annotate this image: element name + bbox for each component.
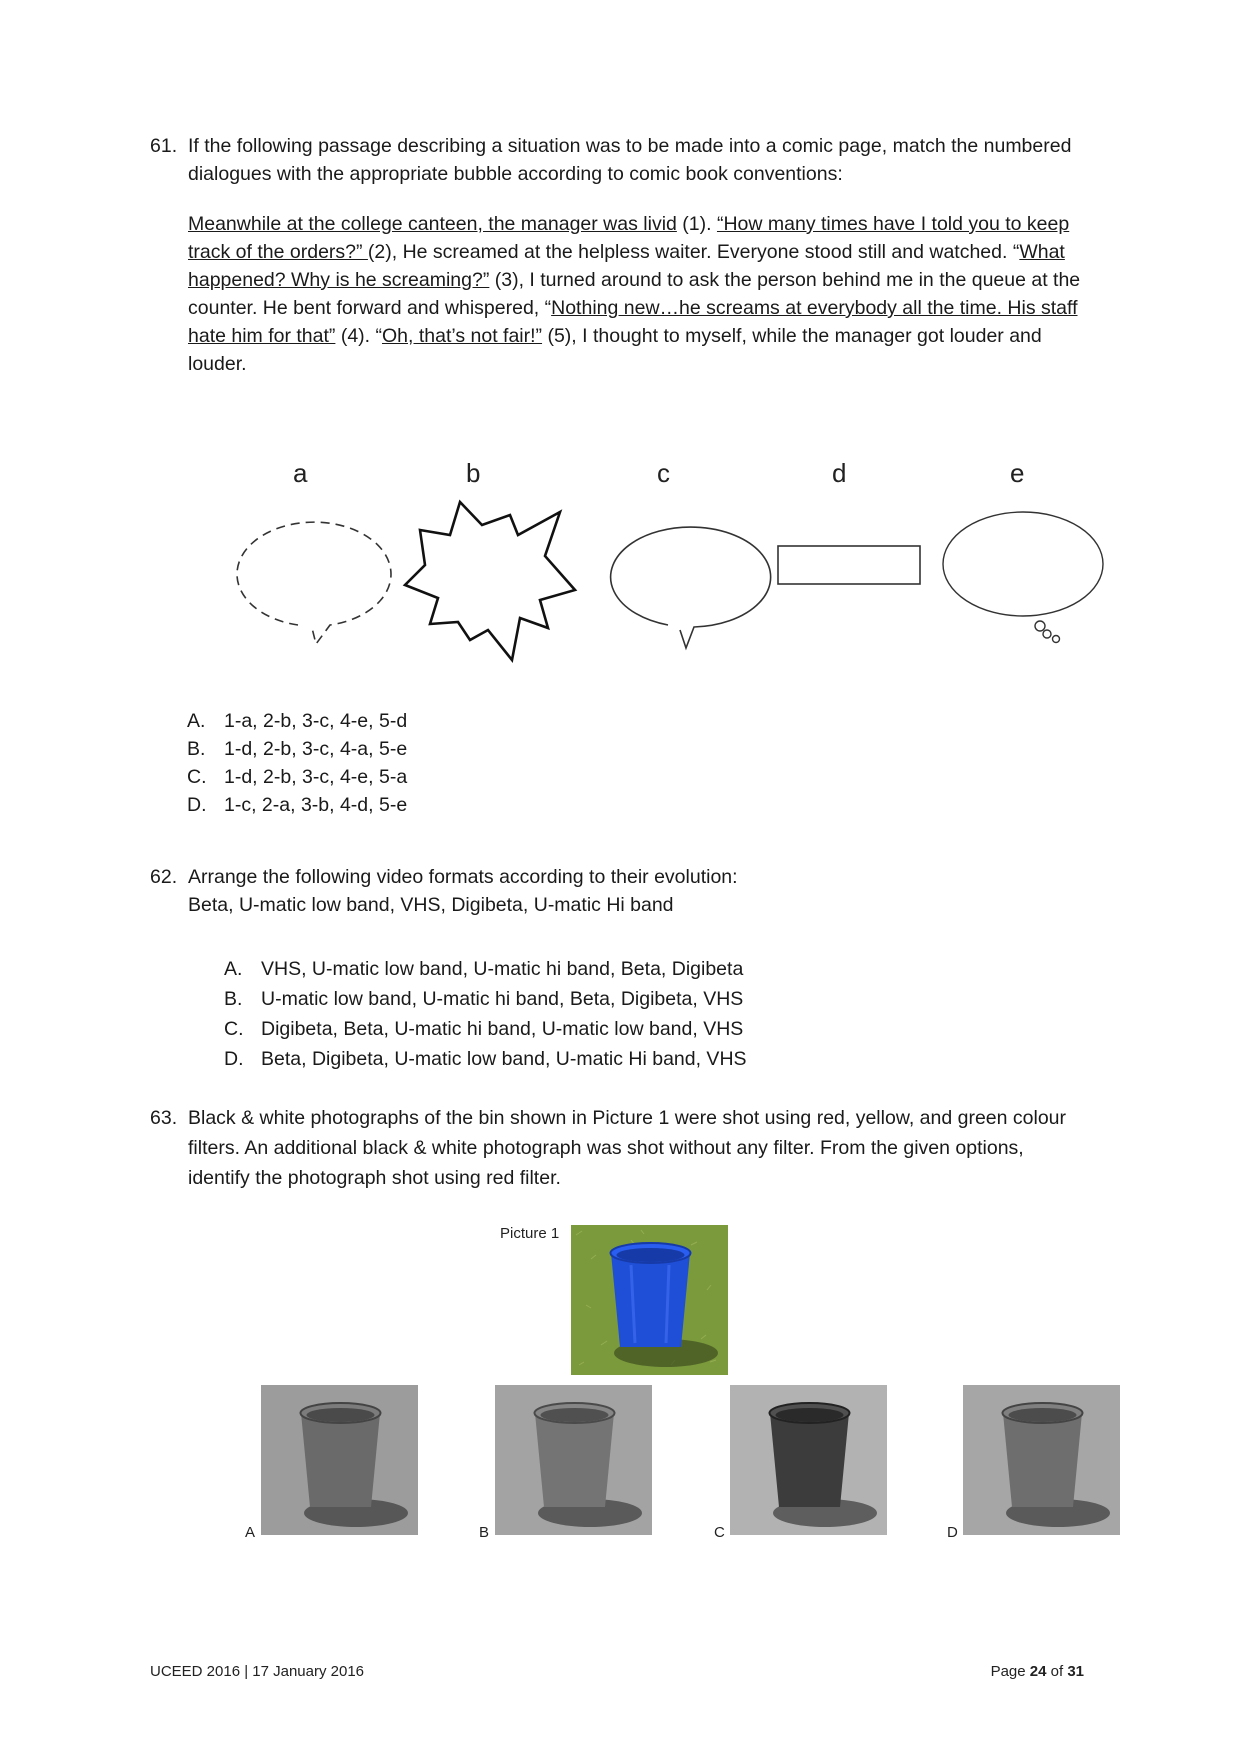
question-prompt: Arrange the following video formats according to their evolution: [188,866,738,888]
option-text: 1-d, 2-b, 3-c, 4-e, 5-a [224,766,408,788]
photo-option-b[interactable] [495,1385,652,1535]
passage-dialogue-4: Nothing new…he screams at everybody all the time. His staff hate him for that” [188,297,1078,347]
option-letter: B. [187,738,206,760]
q62-option-a[interactable] [224,954,747,984]
question-62 [150,863,1090,919]
photo-label-c: C [714,1524,725,1541]
passage-text: (2), He screamed at the helpless waiter. Everyone stood still and watched. “ [367,241,1020,263]
bubble-label-d: d [832,458,847,488]
whisper-bubble-a [237,522,391,644]
option-letter: C. [224,1018,244,1040]
speech-bubbles [0,0,1241,700]
passage-text: (5), I thought to myself, while the manager got louder and louder. [188,325,1042,375]
passage-dialogue-2: “How many times have I told you to keep track of the orders?” [188,213,1070,263]
bubble-label-a: a [293,458,308,488]
picture-1-photo [571,1225,728,1375]
question-63 [150,1103,1090,1193]
q62-option-c[interactable] [224,1014,747,1044]
caption-box-d [778,546,920,584]
q61-option-b[interactable] [187,735,407,763]
q61-option-d[interactable] [187,791,407,819]
option-text: 1-c, 2-a, 3-b, 4-d, 5-e [224,794,408,816]
speech-bubble-c [611,527,771,648]
bubble-label-c: c [657,458,670,488]
passage-text: (3), I turned around to ask the person behind me in the queue at the counter. He bent forward and whispered, “ [188,269,1081,319]
question-number: 63. [150,1107,178,1129]
q62-option-b[interactable] [224,984,747,1014]
passage-text: (4). “ [335,325,382,347]
option-letter: D. [187,794,207,816]
picture-1-label: Picture 1 [500,1225,560,1242]
q61-options [187,707,407,819]
passage-dialogue-1: Meanwhile at the college canteen, the manager was livid [188,213,677,235]
q61-option-c[interactable] [187,763,407,791]
q61-option-a[interactable] [187,707,407,735]
scream-bubble-b [405,502,575,660]
bubble-label-b: b [466,458,481,488]
option-text: 1-a, 2-b, 3-c, 4-e, 5-d [224,710,408,732]
option-letter: A. [187,710,206,732]
option-text: 1-d, 2-b, 3-c, 4-a, 5-e [224,738,408,760]
q62-options [224,954,747,1074]
photo-option-a[interactable] [261,1385,418,1535]
footer-page-number [991,1663,1084,1680]
question-prompt: If the following passage describing a situation was to be made into a comic page, match the numbered dialogues with the appropriate bubble according to comic book conventions: [188,135,1072,185]
question-number: 61. [150,135,178,157]
page-of: of [1046,1663,1068,1680]
page-current: 24 [1029,1663,1047,1680]
footer-exam-info: UCEED 2016 | 17 January 2016 [150,1663,365,1680]
thought-bubble-e [943,512,1103,643]
option-letter: D. [224,1048,244,1070]
q62-option-d[interactable] [224,1044,747,1074]
option-text: Digibeta, Beta, U-matic hi band, U-matic low band, VHS [261,1018,744,1040]
option-text: Beta, Digibeta, U-matic low band, U-matic Hi band, VHS [261,1048,747,1070]
question-prompt: Black & white photographs of the bin shown in Picture 1 were shot using red, yellow, and green colour filters. An additional black & white photograph was shot without any filter. From the given options, identify the photograph shot using red filter. [188,1107,1067,1189]
photo-label-d: D [947,1524,958,1541]
passage-dialogue-5: Oh, that’s not fair!” [382,325,543,347]
photo-label-b: B [479,1524,490,1541]
option-text: VHS, U-matic low band, U-matic hi band, Beta, Digibeta [261,958,744,980]
passage-dialogue-3: What happened? Why is he screaming?” [188,241,1065,291]
page-prefix: Page [990,1663,1030,1680]
page-total: 31 [1067,1663,1084,1680]
option-text: U-matic low band, U-matic hi band, Beta, Digibeta, VHS [261,988,744,1010]
question-number: 62. [150,866,178,888]
format-list: Beta, U-matic low band, VHS, Digibeta, U-matic Hi band [188,894,674,916]
bubble-label-e: e [1010,458,1025,488]
photo-label-a: A [245,1524,256,1541]
photo-option-d[interactable] [963,1385,1120,1535]
passage-text: (1). [676,213,717,235]
option-letter: A. [224,958,243,980]
option-letter: B. [224,988,243,1010]
option-letter: C. [187,766,207,788]
photo-option-c[interactable] [730,1385,887,1535]
